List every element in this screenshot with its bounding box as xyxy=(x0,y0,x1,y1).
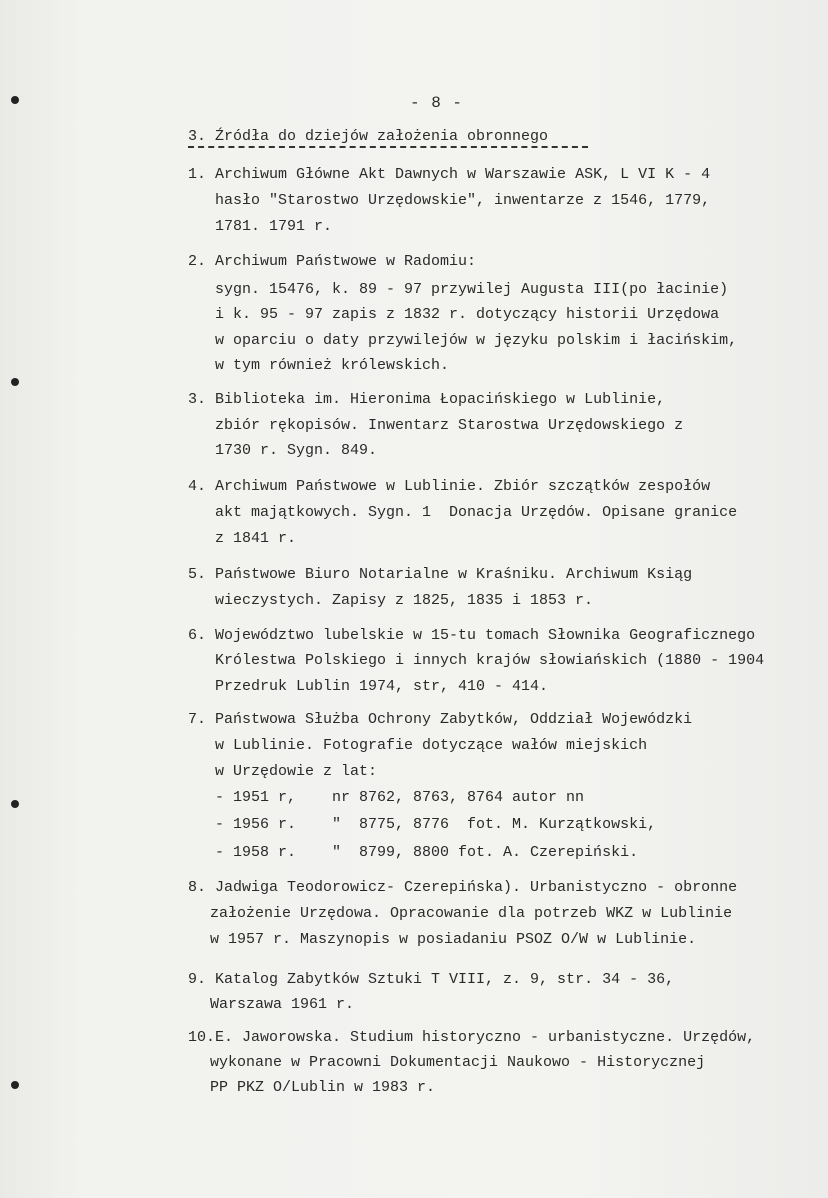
entry-6-line-2: Królestwa Polskiego i innych krajów słowiańskich (1880 - 1904 xyxy=(215,652,765,669)
photo-list-row-1: - 1951 r, nr 8762, 8763, 8764 autor nn xyxy=(215,789,585,806)
entry-7-line-1: 7. Państwowa Służba Ochrony Zabytków, Oddział Wojewódzki xyxy=(188,711,693,728)
page-number: - 8 - xyxy=(410,94,464,112)
entry-8-line-3: w 1957 r. Maszynopis w posiadaniu PSOZ O/W w Lublinie. xyxy=(210,931,697,948)
entry-4-line-1: 4. Archiwum Państwowe w Lublinie. Zbiór szczątków zespołów xyxy=(188,478,711,495)
entry-10-line-1: 10.E. Jaworowska. Studium historyczno - urbanistyczne. Urzędów, xyxy=(188,1029,756,1046)
entry-1-line-1: 1. Archiwum Główne Akt Dawnych w Warszawie ASK, L VI K - 4 xyxy=(188,166,711,183)
entry-3-line-3: 1730 r. Sygn. 849. xyxy=(215,442,378,459)
entry-3-line-1: 3. Biblioteka im. Hieronima Łopacińskiego w Lublinie, xyxy=(188,391,666,408)
entry-4-line-2: akt majątkowych. Sygn. 1 Donacja Urzędów. Opisane granice xyxy=(215,504,738,521)
heading-underline xyxy=(188,146,588,148)
entry-2-line-4: w oparciu o daty przywilejów w języku polskim i łacińskim, xyxy=(215,332,738,349)
entry-9-line-1: 9. Katalog Zabytków Sztuki T VIII, z. 9, str. 34 - 36, xyxy=(188,971,675,988)
entry-6-line-3: Przedruk Lublin 1974, str, 410 - 414. xyxy=(215,678,549,695)
entry-3-line-2: zbiór rękopisów. Inwentarz Starostwa Urzędowskiego z xyxy=(215,417,684,434)
entry-10-line-2: wykonane w Pracowni Dokumentacji Naukowo - Historycznej xyxy=(210,1054,706,1071)
entry-8-line-1: 8. Jadwiga Teodorowicz- Czerepińska). Urbanistyczno - obronne xyxy=(188,879,738,896)
entry-4-line-3: z 1841 r. xyxy=(215,530,297,547)
section-heading: 3. Źródła do dziejów założenia obronnego xyxy=(188,128,549,145)
punch-hole xyxy=(11,1081,19,1089)
punch-hole xyxy=(11,378,19,386)
entry-2-line-1: 2. Archiwum Państwowe w Radomiu: xyxy=(188,253,477,270)
entry-2-line-2: sygn. 15476, k. 89 - 97 przywilej Augusta III(po łacinie) xyxy=(215,281,729,298)
entry-5-line-2: wieczystych. Zapisy z 1825, 1835 i 1853 r. xyxy=(215,592,594,609)
entry-9-line-2: Warszawa 1961 r. xyxy=(210,996,355,1013)
entry-7-line-3: w Urzędowie z lat: xyxy=(215,763,378,780)
photo-list-row-3: - 1958 r. " 8799, 8800 fot. A. Czerepiński. xyxy=(215,844,639,861)
punch-hole xyxy=(11,96,19,104)
entry-8-line-2: założenie Urzędowa. Opracowanie dla potrzeb WKZ w Lublinie xyxy=(210,905,733,922)
photo-list-row-2: - 1956 r. " 8775, 8776 fot. M. Kurzątkowski, xyxy=(215,816,657,833)
punch-hole xyxy=(11,800,19,808)
entry-7-line-2: w Lublinie. Fotografie dotyczące wałów miejskich xyxy=(215,737,648,754)
entry-1-line-3: 1781. 1791 r. xyxy=(215,218,333,235)
entry-1-line-2: hasło "Starostwo Urzędowskie", inwentarze z 1546, 1779, xyxy=(215,192,711,209)
entry-2-line-3: i k. 95 - 97 zapis z 1832 r. dotyczący historii Urzędowa xyxy=(215,306,720,323)
entry-6-line-1: 6. Województwo lubelskie w 15-tu tomach Słownika Geograficznego xyxy=(188,627,756,644)
entry-2-line-5: w tym również królewskich. xyxy=(215,357,450,374)
entry-5-line-1: 5. Państwowe Biuro Notarialne w Kraśniku. Archiwum Ksiąg xyxy=(188,566,693,583)
entry-10-line-3: PP PKZ O/Lublin w 1983 r. xyxy=(210,1079,436,1096)
